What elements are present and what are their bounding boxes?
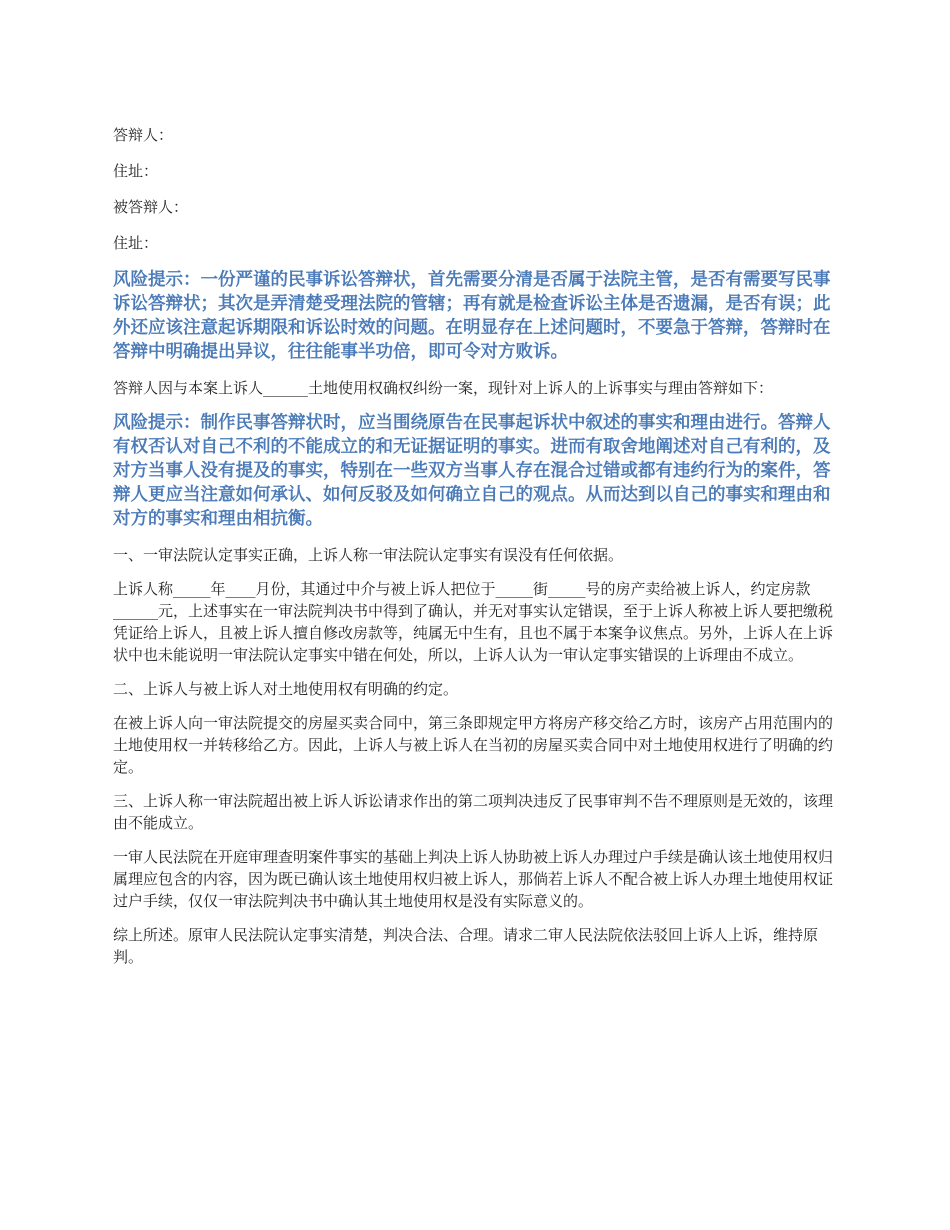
section-3-body: 一审人民法院在开庭审理查明案件事实的基础上判决上诉人协助被上诉人办理过户手续是确认该土地使用权归属理应包含的内容，因为既已确认该土地使用权归被上诉人，那倘若上诉人不配合被上诉人办理土地使用权证过户手续，仅仅一审法院判决书中确认其土地使用权是没有实际意义的。 bbox=[113, 848, 834, 910]
document-page bbox=[113, 124, 839, 980]
section-2-body: 在被上诉人向一审法院提交的房屋买卖合同中，第三条即规定甲方将房产移交给乙方时，该房产占用范围内的土地使用权一并转移给乙方。因此，上诉人与被上诉人在当初的房屋买卖合同中对土地使用权进行了明确的约定。 bbox=[113, 714, 834, 776]
opposing-party-address-field: 住址： bbox=[113, 234, 159, 252]
conclusion-paragraph: 综上所述。原审人民法院认定事实清楚，判决合法、合理。请求二审人民法院依法驳回上诉人上诉，维持原判。 bbox=[113, 926, 819, 966]
section-1-title: 一、一审法院认定事实正确，上诉人称一审法院认定事实有误没有任何依据。 bbox=[113, 546, 624, 564]
risk-notice-1: 风险提示：一份严谨的民事诉讼答辩状，首先需要分清是否属于法院主管，是否有需要写民事诉讼答辩状；其次是弄清楚受理法院的管辖；再有就是检查诉讼主体是否遗漏，是否有误；此外还应该注意起诉期限和诉讼时效的问题。在明显存在上述问题时，不要急于答辩，答辩时在答辩中明确提出异议，往往能事半功倍，即可令对方败诉。 bbox=[113, 270, 831, 362]
section-1-body: 上诉人称_____年____月份，其通过中介与被上诉人把位于_____街_____号的房产卖给被上诉人，约定房款______元，上述事实在一审法院判决书中得到了确认，并无对事实认定错误，至于上诉人称被上诉人要把缴税凭证给上诉人，且被上诉人擅自修改房款等，纯属无中生有，且也不属于本案争议焦点。另外，上诉人在上诉状中也未能说明一审法院认定事实中错在何处，所以，上诉人认为一审认定事实错误的上诉理由不成立。 bbox=[113, 580, 834, 664]
risk-notice-2: 风险提示：制作民事答辩状时，应当围绕原告在民事起诉状中叙述的事实和理由进行。答辩人有权否认对自己不利的不能成立的和无证据证明的事实。进而有取舍地阐述对自己有利的，及对方当事人没有提及的事实，特别在一些双方当事人存在混合过错或都有违约行为的案件，答辩人更应当注意如何承认、如何反驳及如何确立自己的观点。从而达到以自己的事实和理由和对方的事实和理由相抗衡。 bbox=[113, 413, 831, 529]
section-2-title: 二、上诉人与被上诉人对土地使用权有明确的约定。 bbox=[113, 680, 459, 698]
respondent-field: 答辩人： bbox=[113, 126, 174, 144]
intro-paragraph: 答辩人因与本案上诉人______土地使用权确权纠纷一案，现针对上诉人的上诉事实与理由答辩如下： bbox=[113, 379, 774, 397]
section-3-title: 三、上诉人称一审法院超出被上诉人诉讼请求作出的第二项判决违反了民事审判不告不理原则是无效的，该理由不能成立。 bbox=[113, 792, 834, 832]
opposing-party-field: 被答辩人： bbox=[113, 198, 189, 216]
respondent-address-field: 住址： bbox=[113, 162, 159, 180]
